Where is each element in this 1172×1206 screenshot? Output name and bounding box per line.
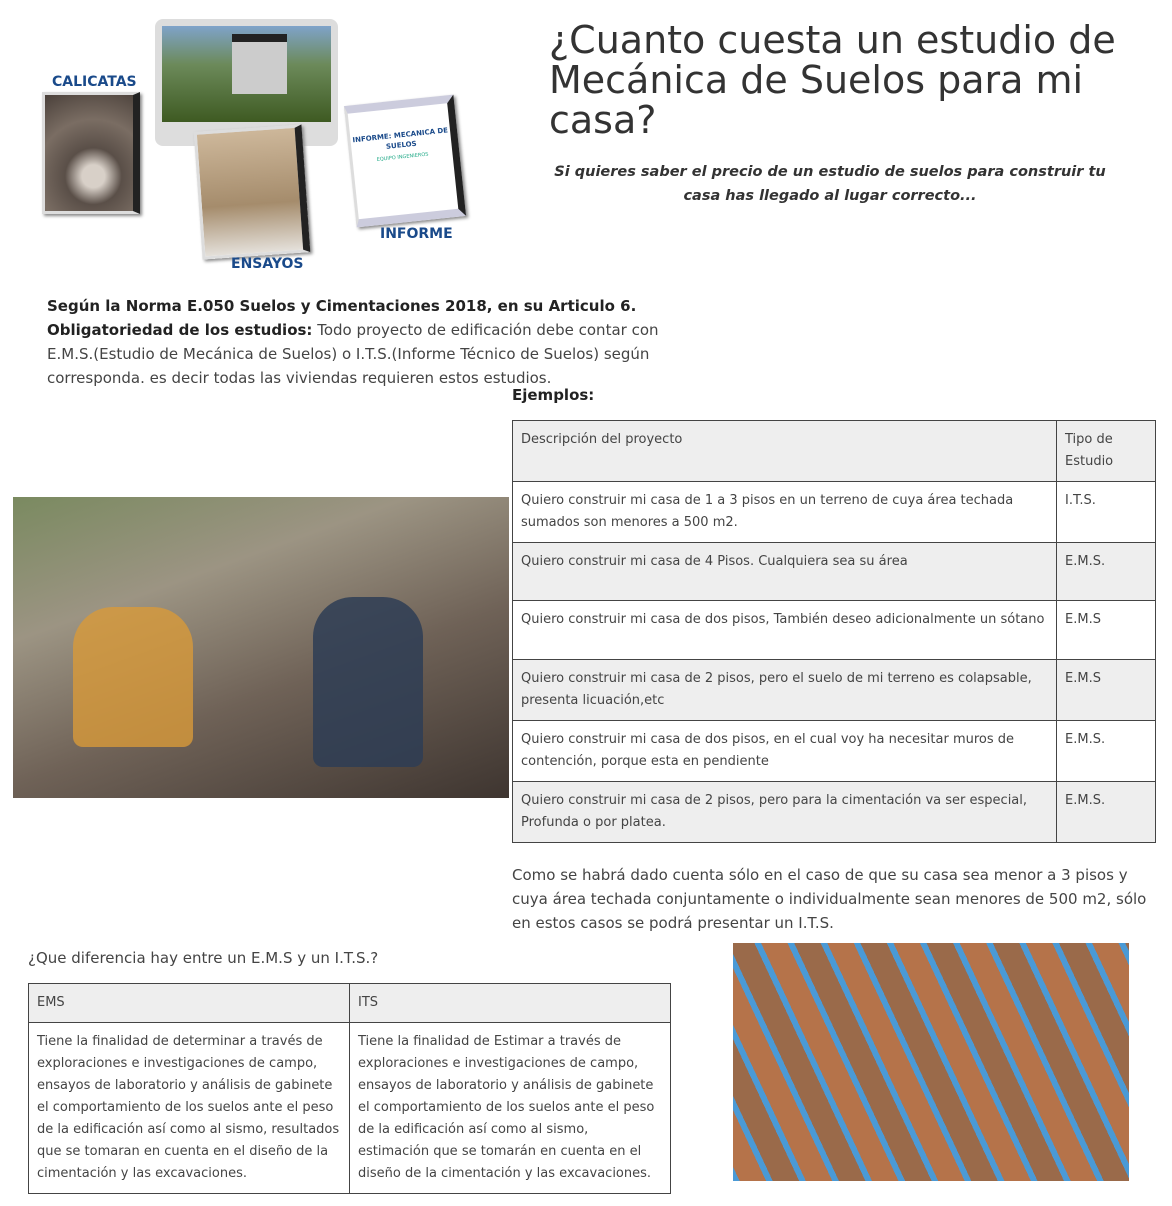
- ensayos-label: ENSAYOS: [231, 256, 304, 272]
- its-description: Tiene la finalidad de Estimar a través de exploraciones e investigaciones de campo, ensayos de laboratorio y análisis de gabinete el comportamiento de los suelos ante el peso de la edificación así como al sismo, estimación que se tomarán en cuenta en el diseño de la cimentación y las excavaciones.: [350, 1023, 671, 1194]
- subtitle: Si quieres saber el precio de un estudio de suelos para construir tu casa has llegado al lugar correcto...: [554, 164, 1106, 204]
- diff-question: ¿Que diferencia hay entre un E.M.S y un I.T.S.?: [28, 949, 379, 967]
- norma-bold: Según la Norma E.050 Suelos y Cimentaciones 2018, en su Articulo 6. Obligatoriedad de los estudios:: [47, 297, 637, 339]
- header-ems: EMS: [29, 984, 350, 1023]
- book-title: INFORME: MECANICA DE SUELOS: [352, 126, 449, 151]
- examples-table: [512, 420, 1156, 843]
- ensayos-photo: [194, 124, 311, 259]
- row-description: Quiero construir mi casa de 1 a 3 pisos en un terreno de cuya área techada sumados son menores a 500 m2.: [513, 482, 1057, 543]
- row-type: E.M.S: [1057, 601, 1156, 660]
- row-description: Quiero construir mi casa de dos pisos, También deseo adicionalmente un sótano: [513, 601, 1057, 660]
- row-description: Quiero construir mi casa de dos pisos, en el cual voy ha necesitar muros de contención, porque esta en pendiente: [513, 721, 1057, 782]
- norma-text: Todo proyecto de edificación debe contar con E.M.S.(Estudio de Mecánica de Suelos) o I.T.S.(Informe Técnico de Suelos) según corresponda. es decir todas las viviendas requieren estos estudios.: [47, 321, 659, 387]
- row-type: I.T.S.: [1057, 482, 1156, 543]
- diff-table: [28, 983, 671, 1194]
- conclusion-text: Como se habrá dado cuenta sólo en el caso de que su casa sea menor a 3 pisos y cuya área techada conjuntamente o individualmente sean menores de 500 m2, sólo en estos casos se podrá presentar un I.T.S.: [512, 866, 1147, 932]
- row-type: E.M.S.: [1057, 782, 1156, 843]
- norma-paragraph: [47, 294, 692, 390]
- header-type: Tipo de Estudio: [1057, 421, 1156, 482]
- informe-label: INFORME: [380, 226, 453, 242]
- row-type: E.M.S.: [1057, 543, 1156, 601]
- row-description: Quiero construir mi casa de 4 Pisos. Cualquiera sea su área: [513, 543, 1057, 601]
- row-type: E.M.S.: [1057, 721, 1156, 782]
- calicatas-label: CALICATAS: [52, 74, 137, 90]
- header-its: ITS: [350, 984, 671, 1023]
- ems-description: Tiene la finalidad de determinar a través de exploraciones e investigaciones de campo, ensayos de laboratorio y análisis de gabinete el comportamiento de los suelos ante el peso de la edificación así como al sismo, resultados que se tomaran en cuenta en el diseño de la cimentación y las excavaciones.: [29, 1023, 350, 1194]
- calicatas-photo: [42, 92, 140, 214]
- header-description: Descripción del proyecto: [513, 421, 1057, 482]
- page-title: ¿Cuanto cuesta un estudio de Mecánica de Suelos para mi casa?: [549, 18, 1116, 142]
- house-render-monitor: [155, 19, 338, 146]
- informe-book: [344, 95, 466, 228]
- row-description: Quiero construir mi casa de 2 pisos, pero para la cimentación va ser especial, Profunda o por platea.: [513, 782, 1057, 843]
- examples-heading: Ejemplos:: [512, 386, 595, 404]
- soil-core-samples-photo: [733, 943, 1129, 1181]
- row-description: Quiero construir mi casa de 2 pisos, pero el suelo de mi terreno es colapsable, presenta licuación,etc: [513, 660, 1057, 721]
- row-type: E.M.S: [1057, 660, 1156, 721]
- book-logo: EQUIPO INGENIEROS: [376, 151, 429, 163]
- field-work-photo: [13, 497, 509, 798]
